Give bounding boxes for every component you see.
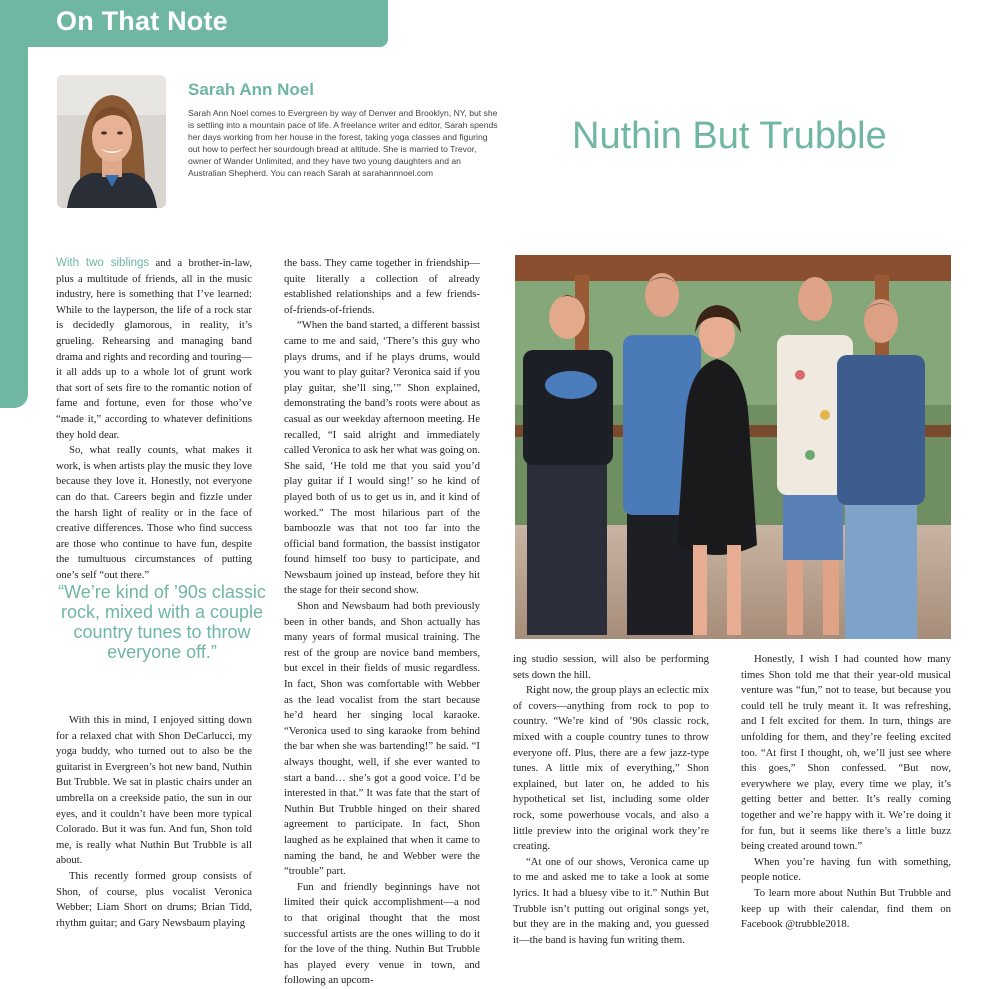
column-1 <box>56 256 252 583</box>
paragraph-text: and a brother-in-law, plus a multitude of friends, all in the music industry, here is something that I’ve learned: While to the layperson, the life of a rock star is decidedly glamorous, in reality, it’s grueling. Rehearsing and managing band drama and rights and recording and touring—it all adds up to a whole lot of grunt work that sort of sets fire to the romantic notion of fame and fortune, even for those who’ve “made it,” according to whatever definitions they hold dear. <box>56 257 252 441</box>
paragraph: To learn more about Nuthin But Trubble and keep up with their calendar, find them on Facebook @trubble2018. <box>741 886 951 931</box>
teal-side-accent <box>0 0 28 408</box>
band-photo <box>515 255 951 639</box>
paragraph <box>56 256 252 443</box>
paragraph: So, what really counts, what makes it work, is when artists play the music they love because they love it. Honestly, not everyone can do that. Careers begin and fizzle under the harsh light of reality or in the face of creative differences. Those who find success are those who continue to have fun, despite the tumultuous circumstances of putting one’s self “out there.” <box>56 444 252 581</box>
column-1-lower <box>56 713 252 931</box>
paragraph: Right now, the group plays an eclectic mix of covers—anything from rock to pop to country. “We’re kind of ’90s classic rock, mixed with a couple country tunes to throw everyone off. Plus, there are a few jazz-type tunes. A little mix of everything,” Shon explained, but later on, he added to his hypothetical set list, including some older rock, some powerhouse vocals, and also a little preview into the original work they’re creating. <box>513 684 709 853</box>
paragraph: “At one of our shows, Veronica came up to me and asked me to take a look at some lyrics. It had a bluesy vibe to it.” Nuthin But Trubble isn’t putting out original songs yet, but they are in the making and, you guessed it—the band is having fun writing them. <box>513 855 709 946</box>
author-bio: Sarah Ann Noel comes to Evergreen by way of Denver and Brooklyn, NY, but she is settling into a mountain pace of life. A freelance writer and editor, Sarah spends her days working from her house in the forest, taking yoga classes and figuring out how to perfect her sourdough bread at altitude. She is married to Trevor, owner of Wander Unlimited, and they have two young daughters and an Australian Shepherd. You can reach Sarah at sarahannnoel.com <box>188 108 498 178</box>
paragraph: Fun and friendly beginnings have not limited their quick accomplishment—a nod to that original thought that the most successful artists are the ones willing to do it for the love of the thing. Nuthin But Trubble has played every venue in town, and following an upcom- <box>284 880 480 987</box>
paragraph: With this in mind, I enjoyed sitting down for a relaxed chat with Shon DeCarlucci, my yoga buddy, who turned out to also be the guitarist in Evergreen’s hot new band, Nuthin But Trubble. We sat in plastic chairs under an umbrella on a creekside patio, the sun in our eyes, and it couldn’t have been more typical Colorado. But it was fun. And fun, Shon told me, is really what Nuthin But Trubble is all about. <box>56 714 252 867</box>
column-2 <box>284 256 480 989</box>
paragraph: “When the band started, a different bassist came to me and said, ‘There’s this guy who plays drums, and if he plays drums, would you want to play guitar? Veronica said if you play guitar, she’ll sing,’” Shon explained, demonstrating the band’s roots were about as casual as our weekday afternoon meeting. He recalled, “I said alright and immediately called Veronica to ask her what was going on. She said, ‘He told me that you said you’d play guitar if I would sing!’ so he kind of played both of us to get us in, and it kind of worked.” The most hilarious part of the bamboozle was that not too far into the official band formation, the bassist instigator found himself too busy to participate, and Newsbaum joined up instead, before they hit the stage for their second show. <box>284 319 480 597</box>
column-4 <box>741 652 951 933</box>
paragraph: the bass. They came together in friendship—quite literally a collection of already established relationships and a few friends-of-friends-of-friends. <box>284 257 480 316</box>
lead-in: With two siblings <box>56 257 150 269</box>
column-3 <box>513 652 709 948</box>
paragraph: Honestly, I wish I had counted how many times Shon told me that their year-old musical venture was “fun,” not to tease, but because you could tell he truly meant it. It was refreshing, and I felt excited for them. In turn, things are unfolding for them, and they’re feeling excited too. “At first I thought, oh, we’ll just see where this goes,” Shon confessed. “But now, everywhere we play, every time we play, it’s getting better and better. It’s really coming together and we’re happy with it. We’re doing it for fun, but it seems like there’s a little buzz being created around town.” <box>741 653 951 853</box>
pull-quote: “We’re kind of ’90s classic rock, mixed with a couple country tunes to throw everyone off.” <box>58 582 266 662</box>
paragraph: This recently formed group consists of Shon, of course, plus vocalist Veronica Webber; Liam Short on drums; Brian Tidd, rhythm guitar; and Gary Newsbaum playing <box>56 869 252 929</box>
author-name: Sarah Ann Noel <box>188 80 314 99</box>
article-title: Nuthin But Trubble <box>572 115 887 157</box>
section-title: On That Note <box>56 6 228 36</box>
paragraph: When you’re having fun with something, people notice. <box>741 855 951 884</box>
paragraph: Shon and Newsbaum had both previously been in other bands, and Shon actually has many years of formal musical training. The rest of the group are novice band members, but excel in their fields of music regardless. In fact, Shon was comfortable with Webber as the lead vocalist from the start because he’d heard her singing local karaoke. “Veronica used to sing karaoke from behind the bar when she was bartending!” he said. “I always thought, well, if she ever wanted to start a band… she’s got a good voice. I’d be interested in that.” It was fate that the start of Nuthin But Trubble hinged on their shared agreement to participate. In fact, Shon laughed as he explained that when it came to naming the band, he and Webber were the “trouble” part. <box>284 600 480 878</box>
paragraph: ing studio session, will also be performing sets down the hill. <box>513 653 709 681</box>
author-photo <box>57 75 166 208</box>
